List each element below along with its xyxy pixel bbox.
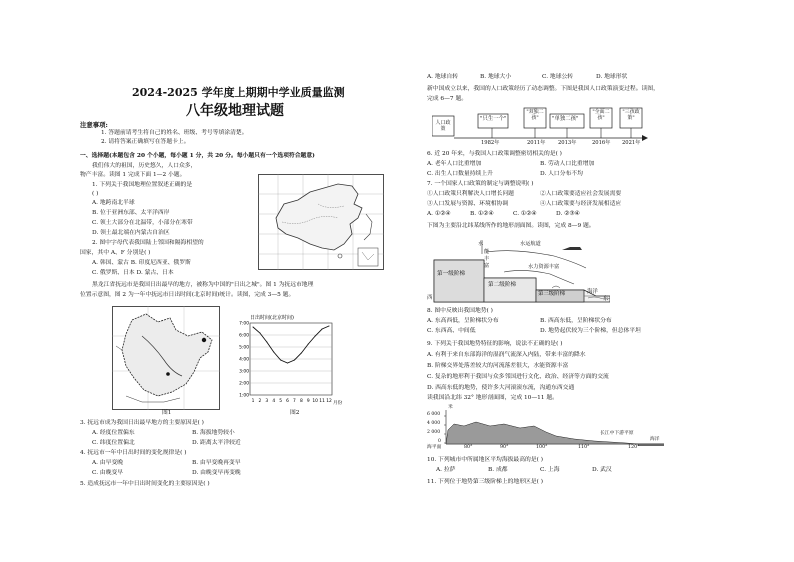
question-9-option[interactable]: B. 阶梯交界处落差较大的河流落差很大，水能资源丰富	[427, 363, 569, 369]
question-6-option[interactable]: D. 人口分布不均	[540, 171, 583, 177]
question-2-option[interactable]: C. 俄罗斯、日本 D. 蒙古、日本	[92, 270, 174, 276]
x-tick-label: 1	[251, 399, 255, 404]
question-7-stem: 7. 一个国家人口政策的制定与调整说明( )	[427, 181, 534, 187]
policy-box-label: "只生一个"	[480, 116, 507, 122]
x-tick-label: 11	[319, 399, 325, 404]
question-7-option: ④人口政策要与经济发展相适应	[540, 201, 622, 207]
question-11-stem: 11. 下列位于地势第三级阶梯上的地形区是( )	[427, 479, 543, 485]
profile-xtick: 80°	[464, 445, 473, 450]
question-8-option[interactable]: A. 东高西低，呈阶梯状分布	[427, 318, 499, 324]
data-point	[287, 363, 288, 364]
profile-ytick: 4 000	[427, 421, 441, 426]
question-6-option[interactable]: B. 劳动人口比重增加	[540, 161, 595, 167]
data-point	[301, 353, 302, 354]
y-tick-label: 2:00	[239, 381, 249, 387]
policy-year: 1982年	[481, 140, 500, 146]
profile-xtick: 100°	[536, 445, 548, 450]
terrain-label: 水运航道	[520, 241, 541, 247]
y-tick-label: 5:00	[239, 345, 249, 351]
x-tick-label: 2	[258, 399, 262, 404]
passage-10-11: 读我国沿北纬 32° 地形剖面图，完成 10—11 题。	[427, 395, 558, 401]
policy-box-label: 人口政策	[435, 120, 451, 132]
question-7-answer[interactable]: D. ②③④	[556, 211, 580, 217]
question-5-option[interactable]: C. 地球公转	[542, 74, 574, 80]
policy-year: 2021年	[622, 140, 641, 146]
y-tick-label: 1:00	[239, 393, 249, 399]
question-1-option[interactable]: D. 领土最北端在内蒙古自治区	[92, 230, 170, 236]
question-3-option[interactable]: B. 海拔地势较小	[192, 430, 235, 436]
question-10-option[interactable]: B. 成都	[488, 467, 508, 473]
question-9-option[interactable]: A. 有利于来自东部海洋的湿润气流深入内陆，带来丰富的降水	[427, 352, 586, 358]
terrain-label: 东	[603, 296, 609, 302]
question-5-option[interactable]: B. 地球大小	[480, 74, 512, 80]
x-tick-label: 12	[326, 399, 332, 404]
question-7-option: ①人口政策只利解决人口增长问题	[427, 191, 514, 197]
passage-3-5: 黑龙江省抚远市是我国日出最早的地方，被称为中国的"日出之城"。图 1 为抚远市地理	[92, 282, 314, 288]
profile-xtick: 90°	[500, 445, 509, 450]
data-point	[259, 333, 260, 334]
sunrise-chart	[232, 312, 344, 414]
question-5-stem: 5. 造成抚远市一年中日出时间变化的主要原因是( )	[80, 481, 210, 487]
question-10-stem: 10. 下列城市中所属地区平均海拔最高的是( )	[427, 457, 543, 463]
profile-xtick: 120°	[628, 445, 640, 450]
question-6-option[interactable]: A. 老年人口比重增加	[427, 161, 482, 167]
question-9-option[interactable]: D. 西高东低的地势，使许多大河滚滚东流，沟通东西交通	[427, 385, 575, 391]
profile-ytick: 0	[438, 439, 441, 444]
policy-year: 2013年	[558, 140, 577, 146]
china-map	[258, 174, 384, 270]
profile-ytick: 6 000	[427, 412, 441, 417]
terrain-label: 水力资源丰富	[528, 264, 560, 270]
figure-1-caption: 图1	[162, 410, 172, 416]
question-1-option[interactable]: C. 领土大部分在北温带，小部分在寒带	[92, 220, 193, 226]
passage-3-5: 位置示意图，图 2 为一年中抚远市日出时间(北京时间)统计。读图，完成 3—5 题。	[80, 292, 295, 298]
terrain-label: 能	[484, 249, 490, 255]
data-point	[322, 329, 323, 330]
question-3-option[interactable]: D. 距离太平洋较近	[192, 440, 241, 446]
question-4-option[interactable]: B. 由早变晚再变早	[192, 460, 241, 466]
question-4-stem: 4. 抚远市一年中日出时间的变化规律是( )	[80, 450, 187, 456]
notes-item: 1. 答题前请考生将自己的姓名、班级、考号等填涂清楚。	[101, 130, 248, 136]
question-7-answer[interactable]: C. ①②④	[513, 211, 537, 217]
profile-sea-level: 海平面	[427, 445, 442, 450]
terrain-staircase-diagram	[424, 234, 610, 304]
profile-ytick: 2 000	[427, 430, 441, 435]
question-9-option[interactable]: C. 复杂的地形利于我国与众多邻国进行文化、政治、经济等方面的交流	[427, 374, 609, 380]
terrain-label: 丰	[484, 256, 490, 262]
question-7-option: ②人口政策要适应社会发展需要	[540, 191, 622, 197]
x-tick-label: 4	[272, 399, 276, 404]
question-3-stem: 3. 抚远市成为我国日出最早地方的主要原因是( )	[80, 420, 204, 426]
question-7-answer[interactable]: B. ①②④	[470, 211, 494, 217]
profile-unit: 米	[448, 405, 453, 410]
data-point	[294, 360, 295, 361]
notes-item: 2. 请将答案正确填写在答题卡上。	[101, 139, 190, 145]
question-2-stem: 2. 图中字母代表我国陆上邻国和隔海相望的	[92, 240, 204, 246]
page-title: 2024-2025 学年度上期期中学业质量监测	[132, 86, 345, 99]
data-point	[280, 360, 281, 361]
data-point	[315, 336, 316, 337]
data-point	[266, 342, 267, 343]
terrain-label: 海洋	[587, 289, 598, 295]
y-tick-label: 3:00	[239, 369, 249, 375]
x-tick-label: 5	[279, 399, 283, 404]
terrain-label: 第一级阶梯	[437, 271, 465, 277]
x-tick-label: 3	[265, 399, 269, 404]
policy-box-label: "全面二孩"	[592, 109, 610, 121]
intro-line: 物产丰富。读图 1 完成下面 1—2 小题。	[80, 172, 186, 178]
profile-xtick: 110°	[578, 445, 590, 450]
question-3-option[interactable]: A. 经度位置偏东	[92, 430, 135, 436]
question-4-option[interactable]: D. 由晚变早再变晚	[192, 470, 241, 476]
passage-8-9: 下图为主要沿北纬某线所作的地形剖面图。读图，完成 8—9 题。	[427, 223, 595, 229]
question-10-option[interactable]: D. 武汉	[592, 467, 612, 473]
question-5-option[interactable]: A. 地球自转	[427, 74, 459, 80]
question-8-option[interactable]: C. 东西高、中间低	[427, 328, 476, 334]
question-7-option: ③人口发展与资源、环境相协调	[427, 201, 509, 207]
question-5-option[interactable]: D. 地球形状	[596, 74, 628, 80]
x-tick-label: 8	[299, 399, 303, 404]
y-tick-label: 6:00	[239, 333, 249, 339]
policy-box-label: "单独二孩"	[552, 116, 579, 122]
question-3-option[interactable]: C. 纬度位置偏北	[92, 440, 135, 446]
x-axis-label: 月份	[333, 401, 343, 406]
question-8-option[interactable]: B. 西高东低，呈阶梯状分布	[540, 318, 612, 324]
question-4-option[interactable]: A. 由早变晚	[92, 460, 124, 466]
passage-6-7: 新中国成立以来，我国的人口政策经历了动态调整。下图是我国人口政策演变过程。读图，	[427, 86, 659, 92]
question-6-option[interactable]: C. 出生人口数量持续上升	[427, 171, 493, 177]
question-4-option[interactable]: C. 由晚变早	[92, 470, 124, 476]
heilongjiang-map	[112, 306, 220, 410]
passage-6-7: 完成 6—7 题。	[427, 96, 468, 102]
section-heading: 一、选择题(本题包含 20 个小题，每小题 1 分，共 20 分。每小题只有一个选项符合题意)	[80, 153, 315, 159]
x-tick-label: 10	[312, 399, 318, 404]
data-point	[308, 344, 309, 345]
data-point	[329, 326, 330, 327]
question-2-stem: 国家，其中 A、F 分别是( )	[80, 250, 151, 256]
page-subtitle: 八年级地理试题	[186, 103, 284, 119]
question-1-stem: 1. 下列关于我国地理位置叙述正确的是	[92, 182, 193, 188]
figure-2-caption: 图2	[290, 410, 300, 416]
question-10-option[interactable]: C. 上海	[540, 467, 560, 473]
x-tick-label: 9	[306, 399, 310, 404]
data-point	[273, 352, 274, 353]
terrain-label: 第三级阶梯	[538, 291, 565, 297]
question-1-option[interactable]: B. 位于亚洲东部、太平洋西岸	[92, 210, 170, 216]
chart-title: 日出时间(北京时间)	[250, 315, 294, 321]
policy-year: 2011年	[527, 140, 546, 146]
notes-heading: 注意事项:	[80, 121, 108, 129]
question-7-answer[interactable]: A. ①②④	[427, 211, 451, 217]
terrain-label: 水	[478, 241, 484, 247]
x-tick-label: 7	[293, 399, 296, 404]
intro-line: 我们伟大的祖国，历史悠久，人口众多，	[92, 163, 197, 169]
y-tick-label: 4:00	[239, 357, 249, 363]
profile-place: 海洋	[650, 437, 660, 442]
question-1-paren: ( )	[92, 191, 99, 197]
question-2-option[interactable]: A. 韩国、蒙古 B. 印度尼西亚、俄罗斯	[92, 260, 191, 266]
data-point	[253, 327, 254, 328]
policy-year: 2016年	[592, 140, 611, 146]
y-tick-label: 7:00	[239, 321, 249, 327]
question-9-stem: 9. 下列关于我国地势特征的影响，说法不正确的是( )	[427, 341, 563, 347]
policy-box-label: "三孩政策"	[622, 109, 640, 121]
terrain-label: 富	[484, 263, 490, 269]
terrain-label: 第二级阶梯	[488, 282, 516, 288]
profile-place: 长江中下游平原	[600, 431, 634, 436]
question-10-option[interactable]: A. 拉萨	[436, 467, 456, 473]
question-6-stem: 6. 近 20 年来，与我国人口政策调整密切相关的是( )	[427, 151, 562, 157]
terrain-label: 西	[427, 295, 433, 301]
policy-box-label: "双独二孩"	[526, 109, 544, 121]
question-1-option[interactable]: A. 地跨南北半球	[92, 200, 135, 206]
question-8-option[interactable]: D. 地势起伏较为三个阶梯，但总体平坦	[540, 328, 641, 334]
x-tick-label: 6	[286, 399, 289, 404]
question-8-stem: 8. 图中反映出我国地势( )	[427, 308, 493, 314]
